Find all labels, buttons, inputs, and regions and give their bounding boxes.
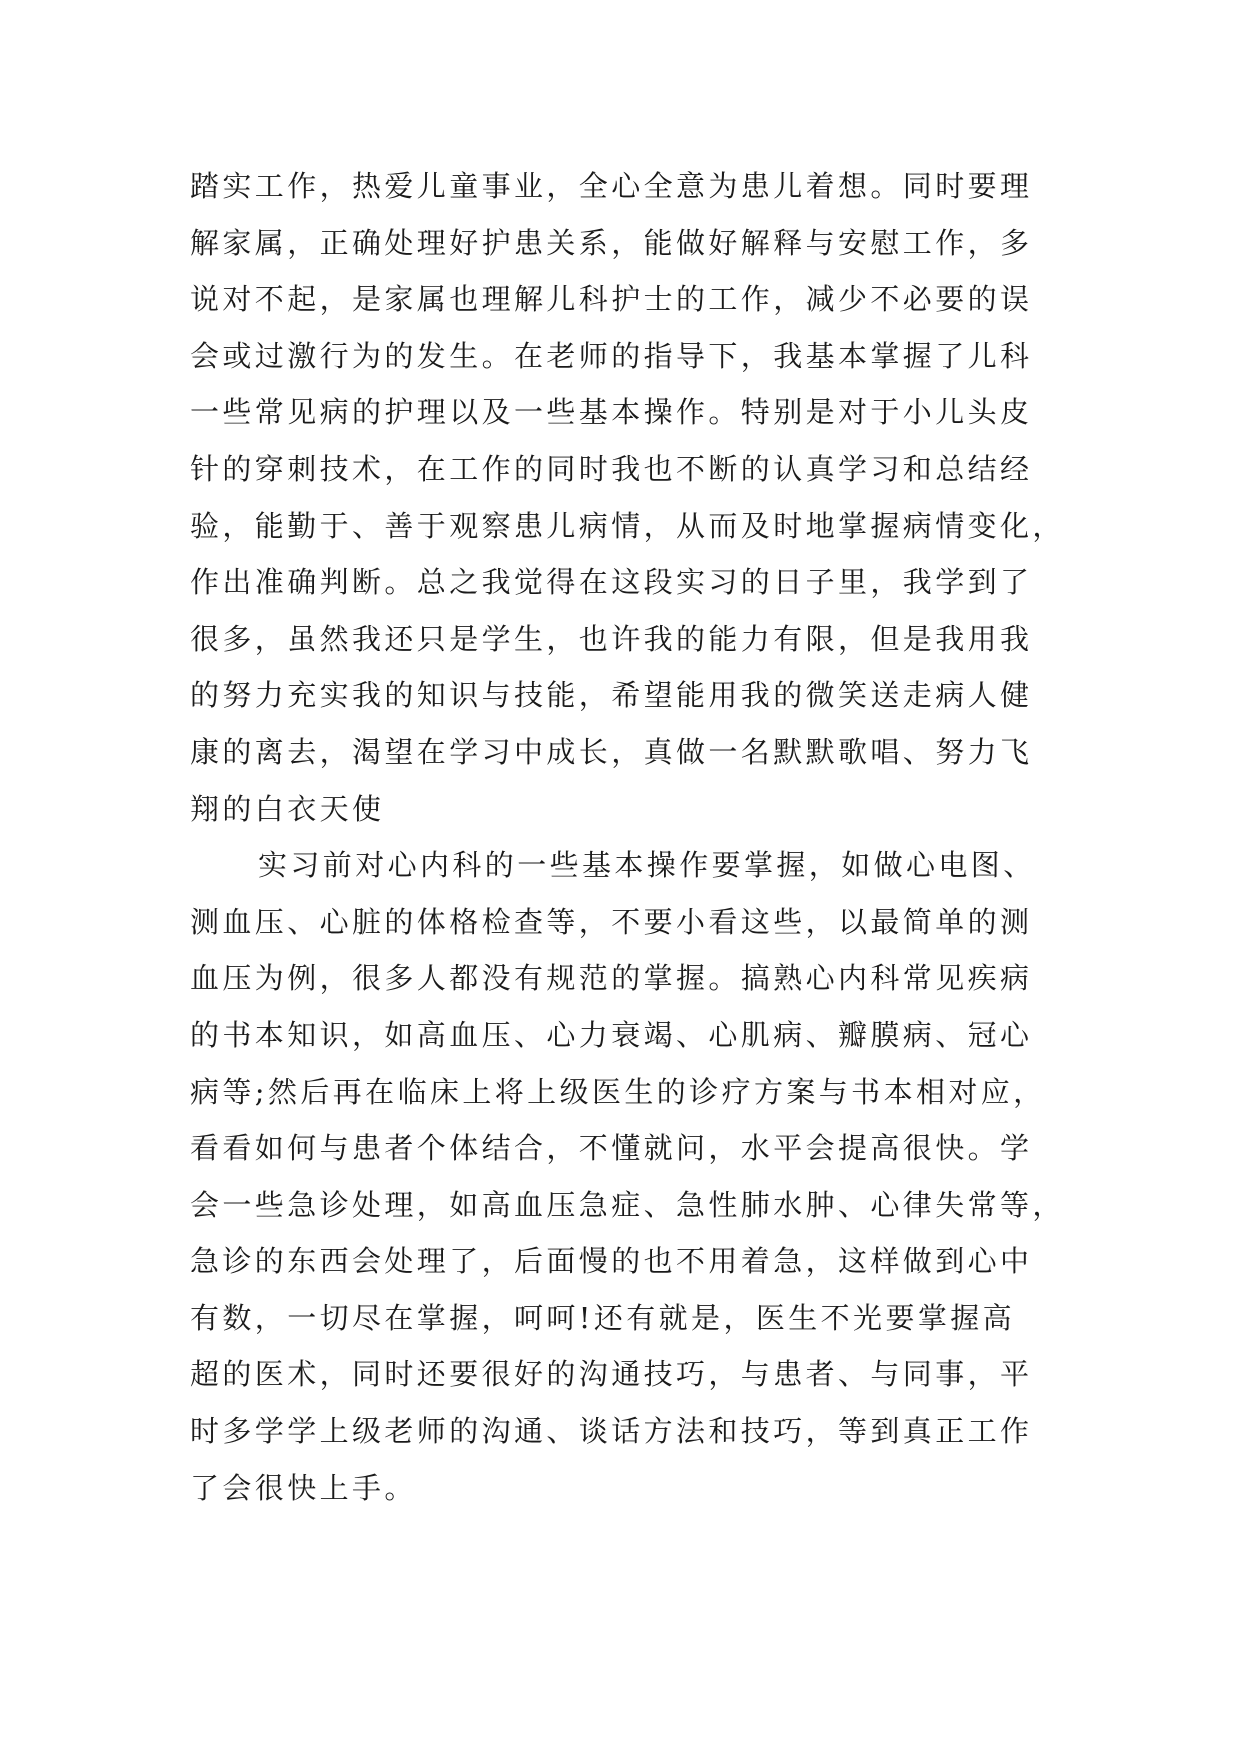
text-line: 的书本知识，如高血压、心力衰竭、心肌病、瓣膜病、冠心 [190,1017,1033,1052]
text-line: 翔的白衣天使 [190,791,385,826]
document-body [190,158,1070,1516]
text-line: 的努力充实我的知识与技能，希望能用我的微笑送走病人健 [190,678,1033,713]
paragraph-1 [190,158,1070,837]
text-line: 会或过激行为的发生。在老师的指导下，我基本掌握了儿科 [190,338,1033,373]
text-line: 解家属，正确处理好护患关系，能做好解释与安慰工作，多 [190,225,1033,260]
text-line: 有数，一切尽在掌握，呵呵!还有就是，医生不光要掌握高 [190,1300,1016,1335]
text-line: 会一些急诊处理，如高血压急症、急性肺水肿、心律失常等， [190,1187,1065,1222]
text-line: 急诊的东西会处理了，后面慢的也不用着急，这样做到心中 [190,1244,1033,1279]
text-line: 作出准确判断。总之我觉得在这段实习的日子里，我学到了 [190,565,1033,600]
text-line: 病等;然后再在临床上将上级医生的诊疗方案与书本相对应， [190,1074,1046,1109]
text-line: 血压为例，很多人都没有规范的掌握。搞熟心内科常见疾病 [190,961,1033,996]
text-line: 看看如何与患者个体结合，不懂就问，水平会提高很快。学 [190,1131,1033,1166]
text-line-first: 实习前对心内科的一些基本操作要掌握，如做心电图、 [258,848,1036,883]
text-line: 踏实工作，热爱儿童事业，全心全意为患儿着想。同时要理 [190,169,1033,203]
paragraph-2 [190,837,1070,1516]
text-line: 验，能勤于、善于观察患儿病情，从而及时地掌握病情变化， [190,508,1065,543]
text-line: 针的穿刺技术，在工作的同时我也不断的认真学习和总结经 [190,451,1033,486]
text-line: 康的离去，渴望在学习中成长，真做一名默默歌唱、努力飞 [190,734,1033,769]
text-line: 很多，虽然我还只是学生，也许我的能力有限，但是我用我 [190,621,1033,656]
text-line: 时多学学上级老师的沟通、谈话方法和技巧，等到真正工作 [190,1414,1033,1449]
text-line: 超的医术，同时还要很好的沟通技巧，与患者、与同事，平 [190,1357,1033,1392]
text-line: 了会很快上手。 [190,1470,417,1505]
text-line: 说对不起，是家属也理解儿科护士的工作，减少不必要的误 [190,282,1033,317]
text-line: 一些常见病的护理以及一些基本操作。特别是对于小儿头皮 [190,395,1033,430]
text-line: 测血压、心脏的体格检查等，不要小看这些，以最简单的测 [190,904,1033,939]
